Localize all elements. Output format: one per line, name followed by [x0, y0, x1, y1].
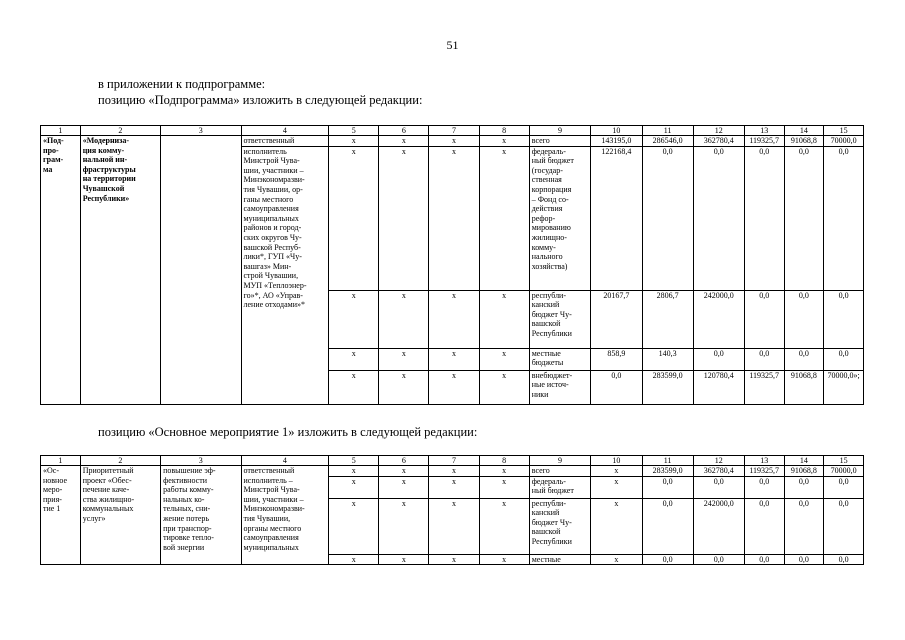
cell: х [479, 136, 529, 147]
col-num: 1 [41, 126, 81, 136]
cell-value: 0,0 [642, 476, 693, 498]
cell: х [329, 554, 379, 565]
cell: х [379, 348, 429, 370]
row-label-subprogram: «Под- про- грам- ма [41, 136, 81, 405]
cell: х [329, 476, 379, 498]
cell-value: 362780,4 [693, 466, 744, 477]
cell-value: 0,0 [784, 290, 824, 348]
col-num: 13 [744, 456, 784, 466]
intro-line-1: в приложении к подпрограмме: [98, 77, 266, 91]
cell-value: 0,0 [693, 554, 744, 565]
cell-value: 362780,4 [693, 136, 744, 147]
subprogram-table [40, 125, 864, 405]
column-number-row [41, 456, 864, 466]
cell: х [329, 290, 379, 348]
cell-value: 0,0 [784, 146, 824, 290]
cell: х [329, 498, 379, 554]
cell-value: 91068,8 [784, 136, 824, 147]
col-num: 3 [161, 126, 241, 136]
col-num: 6 [379, 126, 429, 136]
funding-source: республи- канский бюджет Чу- вашской Республики [529, 498, 591, 554]
table-row [41, 136, 864, 147]
cell: х [429, 146, 479, 290]
cell: х [329, 136, 379, 147]
cell-value: 0,0 [693, 348, 744, 370]
cell: х [379, 498, 429, 554]
col-num: 5 [329, 456, 379, 466]
cell-value: 286546,0 [642, 136, 693, 147]
cell: х [379, 146, 429, 290]
cell-value: 283599,0 [642, 466, 693, 477]
cell: х [479, 348, 529, 370]
col-num: 14 [784, 456, 824, 466]
cell: х [379, 476, 429, 498]
cell-value: 0,0 [744, 554, 784, 565]
cell: х [479, 290, 529, 348]
cell: х [379, 136, 429, 147]
cell-value: 120780,4 [693, 370, 744, 404]
funding-source: федераль- ный бюджет [529, 476, 591, 498]
cell-value: 0,0 [784, 348, 824, 370]
cell-value: 0,0 [744, 498, 784, 554]
cell-value: 2806,7 [642, 290, 693, 348]
cell: х [479, 498, 529, 554]
cell-value: 91068,8 [784, 466, 824, 477]
col-num: 15 [824, 456, 864, 466]
cell-value: 0,0 [824, 290, 864, 348]
main-activity-table [40, 455, 864, 565]
cell-value: 0,0 [693, 146, 744, 290]
cell-value: 0,0 [824, 476, 864, 498]
cell-value: 0,0 [784, 476, 824, 498]
cell-value: 119325,7 [744, 370, 784, 404]
col-num: 15 [824, 126, 864, 136]
col-num: 9 [529, 456, 591, 466]
cell-value: 283599,0 [642, 370, 693, 404]
cell: х [429, 370, 479, 404]
cell: х [429, 136, 479, 147]
cell-value: 119325,7 [744, 136, 784, 147]
cell-value: 0,0 [824, 146, 864, 290]
cell-value: 0,0 [591, 370, 642, 404]
intro-line-3: позицию «Основное мероприятие 1» изложить в следующей редакции: [98, 425, 478, 439]
subprogram-name: «Модерниза- ция комму- нальной ин- фраструктуры на территории Чувашской Республики» [80, 136, 160, 405]
col-num: 9 [529, 126, 591, 136]
col-num: 10 [591, 456, 642, 466]
cell-value: 122168,4 [591, 146, 642, 290]
cell: х [379, 466, 429, 477]
cell-value: 0,0 [784, 554, 824, 565]
cell: х [379, 370, 429, 404]
col-num: 4 [241, 456, 329, 466]
cell-value: х [591, 476, 642, 498]
cell-value: 0,0 [824, 348, 864, 370]
funding-source: внебюджет- ные источ- ники [529, 370, 591, 404]
cell: х [429, 498, 479, 554]
col-num: 7 [429, 126, 479, 136]
cell: х [429, 554, 479, 565]
col-num: 14 [784, 126, 824, 136]
cell: х [329, 348, 379, 370]
cell-value: 70000,0»; [824, 370, 864, 404]
cell-value: 70000,0 [824, 466, 864, 477]
cell: х [329, 466, 379, 477]
col-num: 6 [379, 456, 429, 466]
cell: х [429, 476, 479, 498]
cell-value: 242000,0 [693, 290, 744, 348]
cell: х [429, 290, 479, 348]
responsible-executor: ответственный исполнитель – Минстрой Чува- шии, участники – Минэкономразви- тия Чувашии, органы местного самоуправления муниципальных [241, 466, 329, 565]
cell-value: 0,0 [642, 554, 693, 565]
cell-value: х [591, 554, 642, 565]
col-num: 11 [642, 126, 693, 136]
cell: х [429, 348, 479, 370]
col-num: 8 [479, 126, 529, 136]
cell-value: 119325,7 [744, 466, 784, 477]
funding-source: республи- канский бюджет Чу- вашской Республики [529, 290, 591, 348]
priority-project: Приоритетный проект «Обес- печение каче- ства жилищно- коммунальных услуг» [80, 466, 160, 565]
cell-value: 0,0 [693, 476, 744, 498]
table-row [41, 466, 864, 477]
col-num: 2 [80, 126, 160, 136]
cell-value: 140,3 [642, 348, 693, 370]
column-number-row [41, 126, 864, 136]
col-num: 7 [429, 456, 479, 466]
col-num: 12 [693, 126, 744, 136]
col-num: 1 [41, 456, 81, 466]
col-num: 11 [642, 456, 693, 466]
col-num: 13 [744, 126, 784, 136]
responsible-label: ответственный [241, 136, 329, 147]
funding-source: всего [529, 136, 591, 147]
col-num: 12 [693, 456, 744, 466]
cell: х [479, 554, 529, 565]
funding-source: местные [529, 554, 591, 565]
col-num: 5 [329, 126, 379, 136]
cell-value: 70000,0 [824, 136, 864, 147]
intro-line-2: позицию «Подпрограмма» изложить в следующей редакции: [98, 93, 423, 107]
activity-goal: повышение эф- фективности работы комму- нальных ко- тельных, сни- жение потерь при транспор- тировке тепло- вой энергии [161, 466, 241, 565]
cell: х [479, 146, 529, 290]
cell-value: 242000,0 [693, 498, 744, 554]
cell-value: 0,0 [744, 290, 784, 348]
cell-value: 858,9 [591, 348, 642, 370]
cell-value: 0,0 [642, 146, 693, 290]
cell-value: 0,0 [642, 498, 693, 554]
cell-value: 0,0 [744, 476, 784, 498]
cell-value: 0,0 [784, 498, 824, 554]
cell-value: 0,0 [824, 554, 864, 565]
col-num: 2 [80, 456, 160, 466]
funding-source: местные бюджеты [529, 348, 591, 370]
cell-value: 91068,8 [784, 370, 824, 404]
cell-value: 20167,7 [591, 290, 642, 348]
cell-value: 143195,0 [591, 136, 642, 147]
funding-source: федераль- ный бюджет (государ- ственная корпорация – Фонд со- действия рефор- мированию жилищно- комму- нального хозяйства) [529, 146, 591, 290]
cell: х [479, 476, 529, 498]
responsible-executor: исполнитель Минстрой Чува- шии, участники – Минэкономразви- тия Чувашии, ор- ганы местного самоуправления муниципальных районов и город- ских округов Чу- вашской Респуб- лики*, ГУП «Чу- вашгаз» Мин- строй Чувашии, МУП «Теплоэнер- го»*, АО «Управ- ление отходами»* [241, 146, 329, 404]
cell-value: 0,0 [744, 348, 784, 370]
cell-value: х [591, 466, 642, 477]
cell-value: 0,0 [824, 498, 864, 554]
row-label-main-activity: «Ос- новное меро- прия- тие 1 [41, 466, 81, 565]
cell: х [429, 466, 479, 477]
cell: х [379, 554, 429, 565]
col-num: 8 [479, 456, 529, 466]
cell: х [379, 290, 429, 348]
col-num: 4 [241, 126, 329, 136]
col-num: 3 [161, 456, 241, 466]
cell-value: 0,0 [744, 146, 784, 290]
cell: х [479, 466, 529, 477]
cell-value: х [591, 498, 642, 554]
col-num: 10 [591, 126, 642, 136]
page-number: 51 [446, 38, 459, 52]
cell: х [329, 370, 379, 404]
cell: х [479, 370, 529, 404]
funding-source: всего [529, 466, 591, 477]
cell: х [329, 146, 379, 290]
subprogram-goal [161, 136, 241, 405]
